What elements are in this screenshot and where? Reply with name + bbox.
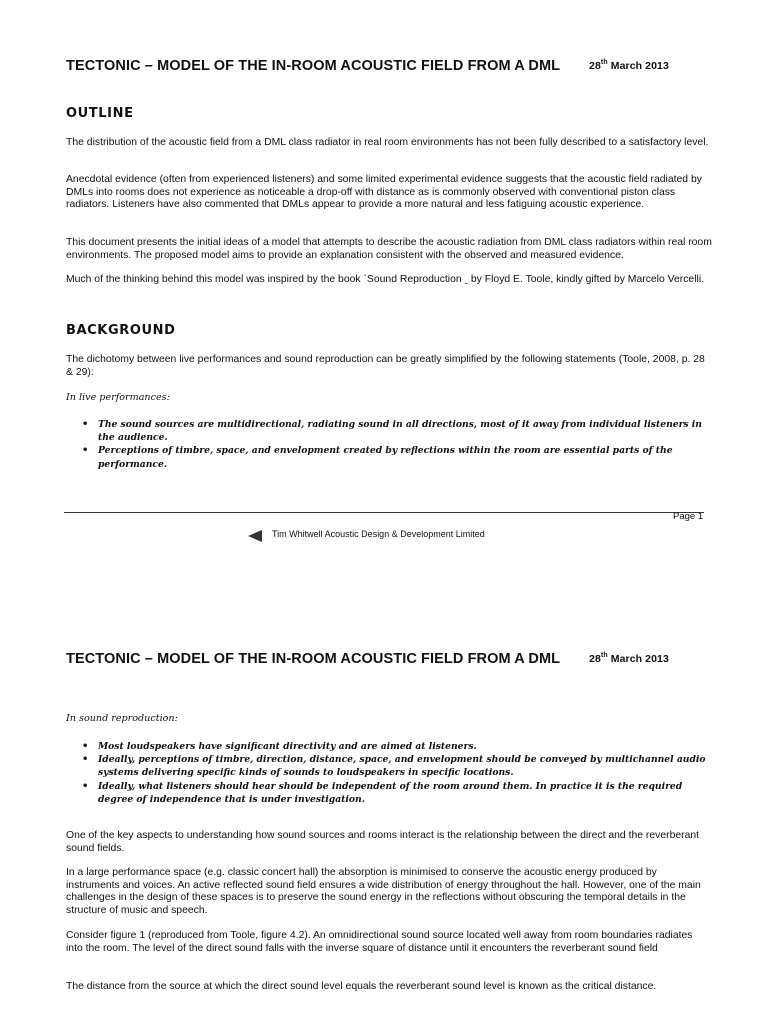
footer-divider xyxy=(64,512,704,513)
list-item: • Most loudspeakers have significant directivity and are aimed at listeners. xyxy=(82,741,477,752)
page-number: Page 1 xyxy=(673,511,704,522)
list-item: • The sound sources are multidirectional, radiating sound in all directions, most of it away from individual listeners in the audience. xyxy=(82,419,702,444)
outline-heading: OUTLINE xyxy=(66,106,134,121)
document-date: 28th March 2013 xyxy=(589,652,669,665)
bullet-icon: • xyxy=(82,419,89,430)
bullet-icon: • xyxy=(82,754,89,766)
list-item: • Perceptions of timbre, space, and envelopment created by reflections within the room are essential parts of the performance. xyxy=(82,445,673,470)
body-paragraph-4: The distance from the source at which the direct sound level equals the reverberant sound level is known as the critical distance. xyxy=(66,981,657,992)
footer-company-name: Tim Whitwell Acoustic Design & Development Limited xyxy=(272,529,485,539)
live-performances-list xyxy=(66,418,706,471)
back-arrow-icon xyxy=(248,530,262,542)
sound-reproduction-heading: In sound reproduction: xyxy=(66,713,178,724)
document-title: TECTONIC – MODEL OF THE IN-ROOM ACOUSTIC FIELD FROM A DML xyxy=(66,651,561,667)
outline-paragraph-3: This document presents the initial ideas of a model that attempts to describe the acoustic radiation from DML class radiators within real room environments. The proposed model aims to provide an explanation consistent with the observed and measured evidence. xyxy=(66,237,712,261)
bullet-icon: • xyxy=(82,741,89,752)
document-title: TECTONIC – MODEL OF THE IN-ROOM ACOUSTIC FIELD FROM A DML xyxy=(66,58,561,74)
outline-paragraph-2: Anecdotal evidence (often from experienced listeners) and some limited experimental evidence suggests that the acoustic field radiated by DMLs into rooms does not experience as noticeable a drop-off with distance as is commonly observed with conventional piston class radiators. Listeners have also commented that DMLs appear to provide a more natural and less fatiguing acoustic experience. xyxy=(66,174,702,211)
list-item: • Ideally, what listeners should hear should be independent of the room around them. In practice it is the required degree of independence that is under investigation. xyxy=(82,780,683,805)
background-heading: BACKGROUND xyxy=(66,323,176,338)
sound-reproduction-list xyxy=(66,740,706,806)
outline-paragraph-1: The distribution of the acoustic field from a DML class radiator in real room environments has not been fully described to a satisfactory level. xyxy=(66,137,709,148)
body-paragraph-1: One of the key aspects to understanding how sound sources and rooms interact is the relationship between the direct and the reverberant sound fields. xyxy=(66,830,700,854)
outline-paragraph-4: Much of the thinking behind this model was inspired by the book ˋSound Reproduction ˍ by Floyd E. Toole, kindly gifted by Marcelo Vercelli. xyxy=(66,274,705,285)
bullet-icon: • xyxy=(82,780,89,792)
live-performances-heading: In live performances: xyxy=(66,392,170,403)
page-header xyxy=(66,651,728,667)
page-header xyxy=(66,58,728,74)
body-paragraph-3: Consider figure 1 (reproduced from Toole, figure 4.2). An omnidirectional sound source located well away from room boundaries radiates into the room. The level of the direct sound falls with the inverse square of distance until it encounters the reverberant sound field xyxy=(66,930,693,954)
background-paragraph: The dichotomy between live performances and sound reproduction can be greatly simplified by the following statements (Toole, 2008, p. 28 & 29): xyxy=(66,354,705,378)
page-2 xyxy=(0,600,768,1024)
bullet-icon: • xyxy=(82,445,89,457)
body-paragraph-2: In a large performance space (e.g. classic concert hall) the absorption is minimised to conserve the acoustic energy produced by instruments and voices. An active reflected sound field ensures a wide distribution of energy throughout the hall. However, one of the main challenges in the design of these spaces is to preserve the sound energy in the reflections without obscuring the temporal details in the structure of music and speech. xyxy=(66,867,701,916)
list-item: • Ideally, perceptions of timbre, direction, distance, space, and envelopment should be conveyed by multichannel audio systems delivering specific kinds of sounds to loudspeakers in specific locations. xyxy=(82,754,706,779)
document-date: 28th March 2013 xyxy=(589,59,669,72)
